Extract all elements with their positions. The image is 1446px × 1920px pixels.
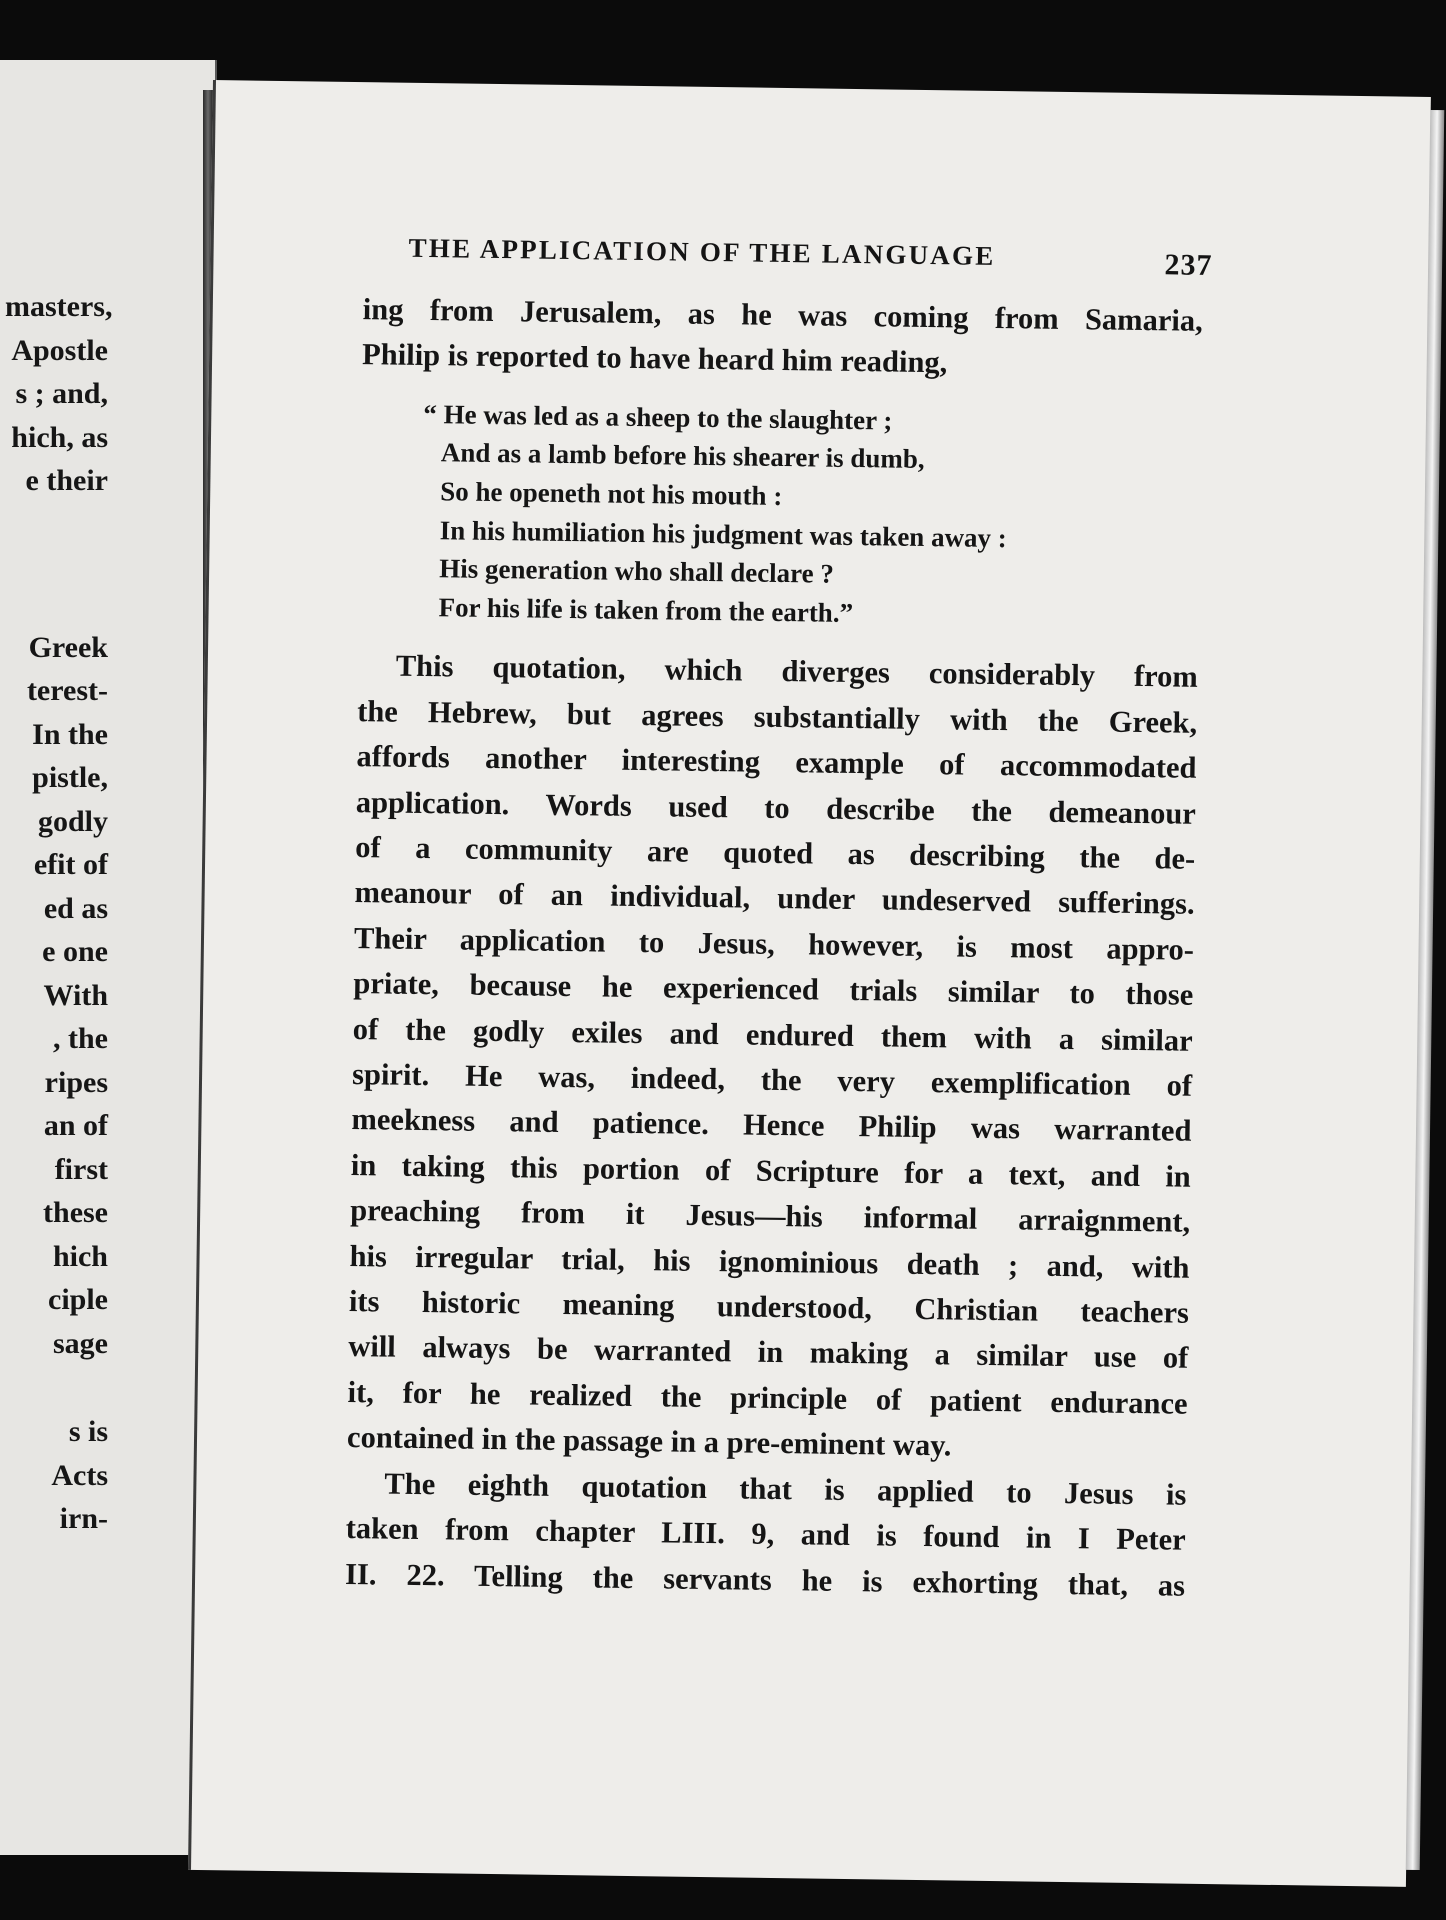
left-line: e their bbox=[25, 464, 108, 497]
left-block-3 bbox=[5, 1410, 215, 1541]
left-line: Apostle bbox=[11, 333, 108, 367]
left-block-1 bbox=[5, 285, 215, 503]
left-line: , the bbox=[53, 1022, 108, 1055]
left-line: these bbox=[43, 1196, 108, 1229]
text-line: its historic meaning understood, Christian teachers bbox=[348, 1284, 1190, 1330]
left-line: hich bbox=[52, 1239, 108, 1273]
left-line: ciple bbox=[48, 1283, 108, 1316]
paragraph-2 bbox=[345, 1461, 1187, 1609]
body-text bbox=[345, 287, 1203, 1609]
quote-line: And as a lamb before his shearer is dumb, bbox=[440, 437, 925, 475]
quote-line: In his humiliation his judgment was taken away : bbox=[439, 514, 1008, 553]
text-line: will always be warranted in making a similar use of bbox=[348, 1329, 1189, 1376]
text-line: Philip is reported to have heard him reading, bbox=[361, 337, 948, 380]
left-page bbox=[0, 60, 217, 1855]
left-line: In the bbox=[32, 717, 108, 751]
left-line: first bbox=[54, 1152, 108, 1186]
left-line: masters, bbox=[5, 290, 113, 323]
quote-line: For his life is taken from the earth.” bbox=[438, 591, 854, 628]
paragraph-1 bbox=[347, 643, 1198, 1472]
text-line: contained in the passage in a pre-eminent way. bbox=[346, 1420, 952, 1463]
text-line: taken from chapter LIII. 9, and is found in I Peter bbox=[345, 1511, 1186, 1557]
left-line: ed as bbox=[43, 891, 108, 925]
left-page-text bbox=[5, 285, 215, 1541]
text-line: of a community are quoted as describing the de- bbox=[355, 830, 1196, 876]
page-number: 237 bbox=[1164, 248, 1213, 282]
text-line: meekness and patience. Hence Philip was warranted bbox=[351, 1102, 1192, 1149]
text-line: affords another interesting example of accommodated bbox=[356, 739, 1197, 785]
text-line: it, for he realized the principle of patient endurance bbox=[347, 1374, 1188, 1421]
text-line: of the godly exiles and endured them with a similar bbox=[352, 1011, 1193, 1058]
text-line: Their application to Jesus, however, is most appro- bbox=[353, 920, 1195, 967]
quote-line: “ He was led as a sheep to the slaughter ; bbox=[423, 398, 893, 436]
left-line: sage bbox=[53, 1326, 108, 1360]
text-line: meanour of an individual, under undeserved sufferings. bbox=[354, 875, 1195, 922]
text-line: ing from Jerusalem, as he was coming from Samaria, bbox=[362, 292, 1203, 338]
text-line: the Hebrew, but agrees substantially with the Greek, bbox=[356, 693, 1198, 740]
text-line: his irregular trial, his ignominious death ; and, with bbox=[349, 1238, 1190, 1285]
text-line: in taking this portion of Scripture for a text, and in bbox=[350, 1147, 1192, 1194]
left-line: Acts bbox=[51, 1458, 108, 1492]
running-head bbox=[408, 232, 1213, 282]
left-line: godly bbox=[37, 804, 108, 838]
left-line: efit of bbox=[33, 848, 108, 881]
text-line: preaching from it Jesus—his informal arraignment, bbox=[349, 1193, 1191, 1240]
left-line: ripes bbox=[44, 1065, 108, 1099]
left-line: irn- bbox=[59, 1502, 108, 1535]
left-line: terest- bbox=[26, 674, 108, 707]
block-quote bbox=[423, 395, 1131, 636]
right-page bbox=[188, 80, 1431, 1887]
quote-line: So he openeth not his mouth : bbox=[440, 476, 783, 511]
text-line: application. Words used to describe the demeanour bbox=[355, 784, 1197, 831]
left-line: s ; and, bbox=[15, 377, 108, 410]
text-line: II. 22. Telling the servants he is exhorting that, as bbox=[344, 1556, 1186, 1603]
left-line: e one bbox=[42, 935, 108, 968]
text-line: spirit. He was, indeed, the very exemplification of bbox=[351, 1057, 1193, 1103]
left-line: an of bbox=[43, 1109, 108, 1142]
left-line: s is bbox=[68, 1415, 108, 1448]
text-line: priate, because he experienced trials similar to those bbox=[353, 966, 1194, 1012]
left-line: hich, as bbox=[11, 420, 108, 454]
text-line: The eighth quotation that is applied to Jesus is bbox=[384, 1466, 1187, 1512]
running-head-title: THE APPLICATION OF THE LANGUAGE bbox=[408, 232, 996, 271]
left-line: With bbox=[43, 978, 108, 1012]
left-block-2 bbox=[5, 626, 215, 1366]
quote-line: His generation who shall declare ? bbox=[438, 553, 835, 589]
text-line: This quotation, which diverges considerably from bbox=[395, 648, 1198, 695]
left-line: Greek bbox=[28, 630, 108, 664]
left-line: pistle, bbox=[32, 761, 108, 794]
